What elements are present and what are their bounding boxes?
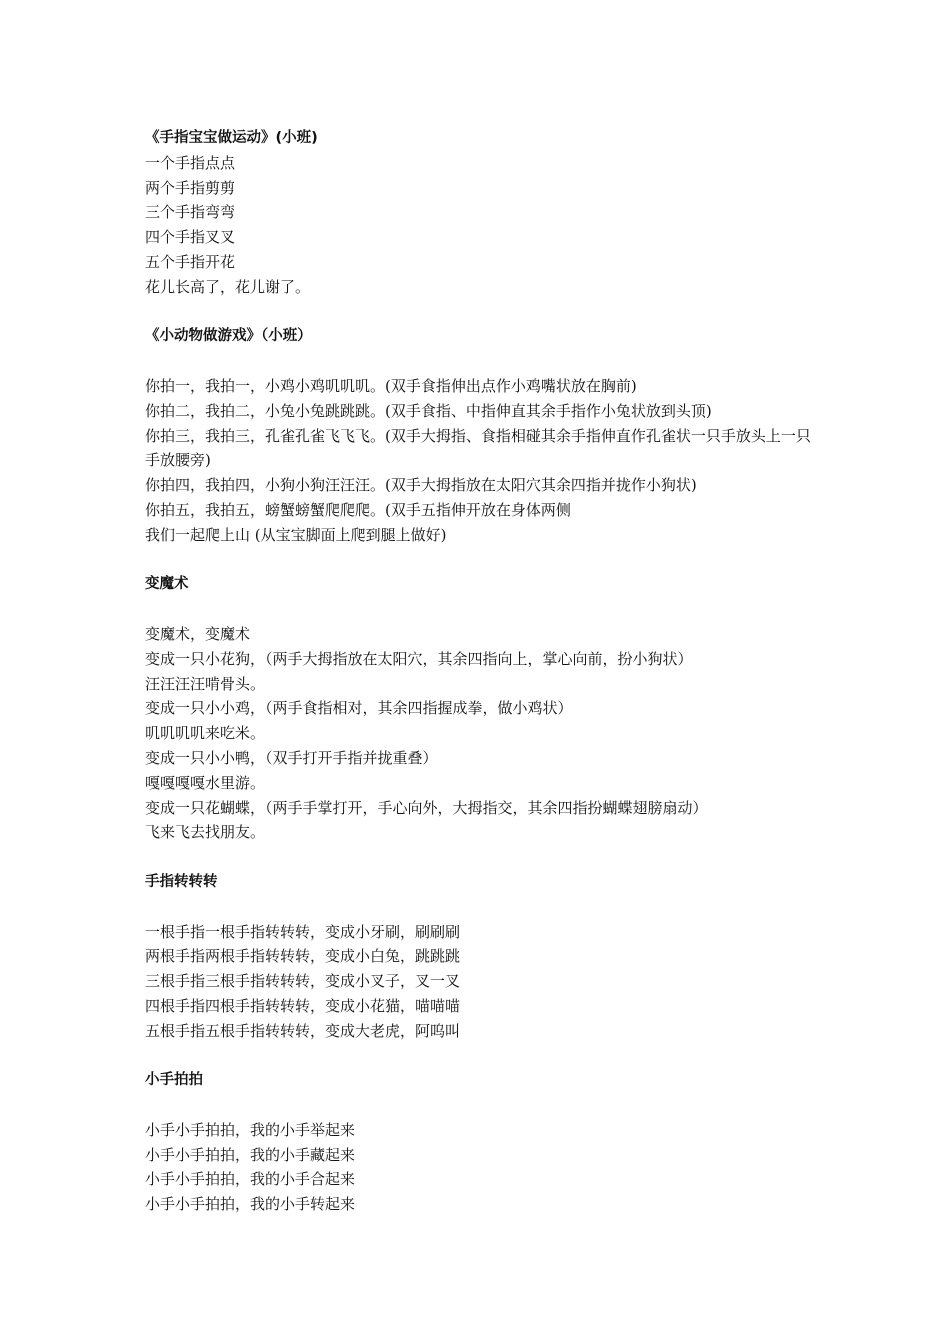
section-title-finger-spin: 手指转转转 bbox=[145, 873, 218, 890]
rhyme-line: 你拍五，我拍五，螃蟹螃蟹爬爬爬。(双手五指伸开放在身体两侧 bbox=[145, 500, 571, 519]
rhyme-line: 你拍二，我拍二，小兔小兔跳跳跳。(双手食指、中指伸直其余手指作小兔状放到头顶) bbox=[145, 401, 712, 420]
rhyme-line: 四根手指四根手指转转转，变成小花猫，喵喵喵 bbox=[145, 996, 461, 1015]
rhyme-line: 嘎嘎嘎嘎水里游。 bbox=[145, 773, 266, 792]
spacer bbox=[145, 597, 825, 622]
rhyme-line: 两根手指两根手指转转转，变成小白兔，跳跳跳 bbox=[145, 947, 461, 966]
spacer bbox=[145, 349, 825, 374]
spacer bbox=[145, 300, 825, 325]
section-title-animal-games: 《小动物做游戏》（小班） bbox=[145, 328, 312, 345]
rhyme-line: 汪汪汪汪啃骨头。 bbox=[145, 674, 266, 693]
rhyme-line: 小手小手拍拍，我的小手举起来 bbox=[145, 1120, 356, 1139]
rhyme-line: 两个手指剪剪 bbox=[145, 178, 236, 197]
rhyme-line: 一根手指一根手指转转转，变成小牙刷，刷刷刷 bbox=[145, 922, 461, 941]
rhyme-line: 你拍四，我拍四，小狗小狗汪汪汪。(双手大拇指放在太阳穴其余四指并拢作小狗状) bbox=[145, 476, 697, 495]
rhyme-line: 一个手指点点 bbox=[145, 153, 236, 172]
document-page bbox=[145, 126, 825, 1217]
rhyme-line: 五个手指开花 bbox=[145, 252, 236, 271]
spacer bbox=[145, 845, 825, 870]
rhyme-line: 花儿长高了，花儿谢了。 bbox=[145, 277, 311, 296]
spacer bbox=[145, 548, 825, 573]
rhyme-line: 叽叽叽叽来吃米。 bbox=[145, 724, 266, 743]
rhyme-line: 变魔术，变魔术 bbox=[145, 624, 251, 643]
spacer bbox=[145, 1043, 825, 1068]
rhyme-line: 你拍三，我拍三，孔雀孔雀飞飞飞。(双手大拇指、食指相碰其余手指伸直作孔雀状一只手放头上一只手放腰旁) bbox=[145, 426, 811, 470]
rhyme-line: 三根手指三根手指转转转，变成小叉子，叉一叉 bbox=[145, 972, 461, 991]
rhyme-line: 五根手指五根手指转转转，变成大老虎，阿呜叫 bbox=[145, 1021, 461, 1040]
rhyme-line: 变成一只小花狗，（两手大拇指放在太阳穴，其余四指向上，掌心向前，扮小狗状） bbox=[145, 649, 693, 668]
rhyme-line: 变成一只小小鸭，（双手打开手指并拢重叠） bbox=[145, 748, 438, 767]
rhyme-line: 四个手指叉叉 bbox=[145, 228, 236, 247]
rhyme-line: 小手小手拍拍，我的小手转起来 bbox=[145, 1195, 356, 1214]
section-title-clap-hands: 小手拍拍 bbox=[145, 1072, 203, 1089]
rhyme-line: 我们一起爬上山 (从宝宝脚面上爬到腿上做好) bbox=[145, 525, 447, 544]
section-title-magic: 变魔术 bbox=[145, 576, 189, 593]
spacer bbox=[145, 895, 825, 920]
rhyme-line: 三个手指弯弯 bbox=[145, 203, 236, 222]
rhyme-line: 你拍一，我拍一，小鸡小鸡叽叽叽。(双手食指伸出点作小鸡嘴状放在胸前) bbox=[145, 376, 637, 395]
rhyme-line: 小手小手拍拍，我的小手藏起来 bbox=[145, 1145, 356, 1164]
rhyme-line: 飞来飞去找朋友。 bbox=[145, 823, 266, 842]
spacer bbox=[145, 1093, 825, 1118]
rhyme-line: 小手小手拍拍，我的小手合起来 bbox=[145, 1170, 356, 1189]
section-title-finger-baby: 《手指宝宝做运动》(小班) bbox=[145, 130, 318, 146]
rhyme-line: 变成一只花蝴蝶，（两手手掌打开，手心向外，大拇指交，其余四指扮蝴蝶翅膀扇动） bbox=[145, 798, 708, 817]
rhyme-line: 变成一只小小鸡，（两手食指相对，其余四指握成拳，做小鸡状） bbox=[145, 699, 573, 718]
